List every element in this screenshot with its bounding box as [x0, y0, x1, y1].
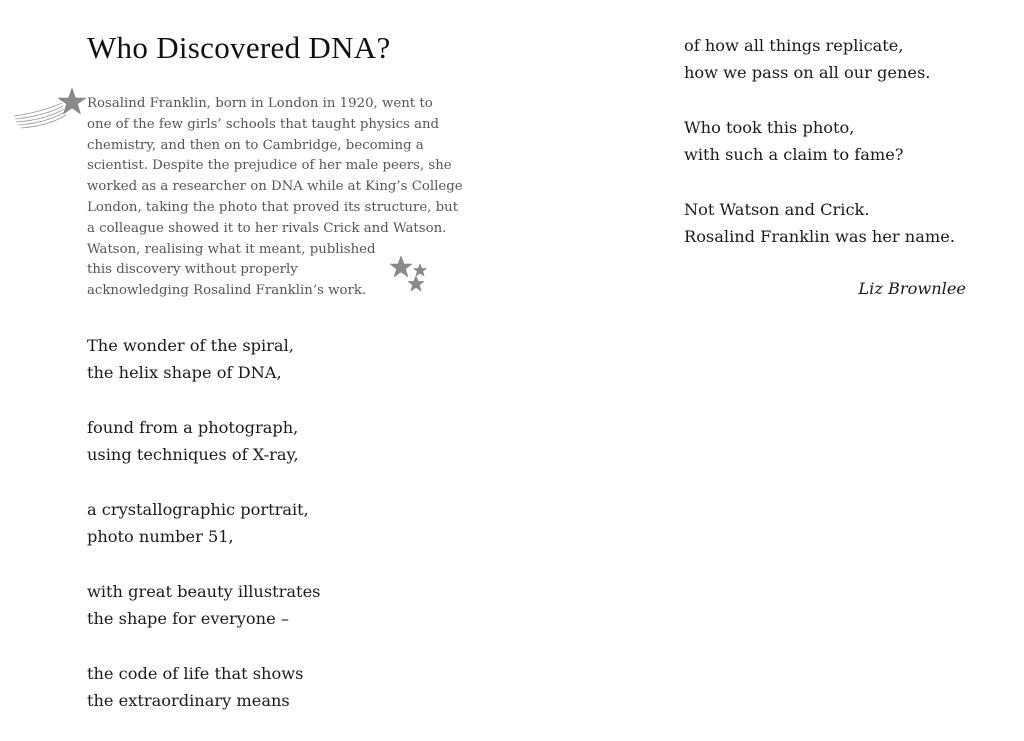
intro-line: London, taking the photo that proved its structure, but	[87, 199, 459, 215]
intro-line: worked as a researcher on DNA while at King’s College	[87, 179, 463, 195]
poem-line: Not Watson and Crick.	[684, 199, 870, 219]
intro-line: one of the few girls’ schools that taught physics and	[87, 116, 440, 132]
intro-line: this discovery without properly	[87, 262, 298, 278]
poem-line: found from a photograph,	[87, 417, 299, 437]
poem-line: Rosalind Franklin was her name.	[684, 227, 955, 247]
poem-stanza	[87, 414, 320, 469]
poem-stanza	[684, 196, 955, 251]
poem-line: The wonder of the spiral,	[87, 336, 294, 355]
page-title: Who Discovered DNA?	[87, 30, 391, 65]
poem-stanza	[87, 660, 320, 715]
star-cluster-icon	[388, 256, 430, 296]
intro-line: chemistry, and then on to Cambridge, becoming a	[87, 137, 424, 153]
intro-line: a colleague showed it to her rivals Crick and Watson.	[87, 220, 447, 236]
poem-line: of how all things replicate,	[684, 36, 904, 55]
poem-line: the code of life that shows	[87, 663, 304, 683]
poem-line: the helix shape of DNA,	[87, 363, 282, 383]
intro-line: acknowledging Rosalind Franklin’s work.	[87, 283, 367, 299]
poem-stanza	[87, 332, 320, 387]
intro-line: Watson, realising what it meant, published	[87, 241, 376, 257]
poem-line: with such a claim to fame?	[684, 145, 904, 165]
poem-stanza	[87, 496, 320, 551]
intro-line: scientist. Despite the prejudice of her male peers, she	[87, 158, 452, 174]
poem-line: the extraordinary means	[87, 690, 290, 710]
poem-stanza	[684, 114, 955, 169]
poem-line: a crystallographic portrait,	[87, 499, 309, 519]
poem-line: how we pass on all our genes.	[684, 63, 931, 83]
poem-line: the shape for everyone –	[87, 608, 289, 628]
poem-line: photo number 51,	[87, 527, 234, 547]
poem-line: Who took this photo,	[684, 117, 855, 137]
poem-column-left	[87, 332, 320, 741]
poem-stanza	[87, 578, 320, 633]
poem-line: using techniques of X-ray,	[87, 445, 299, 465]
shooting-star-icon	[12, 86, 88, 132]
poem-column-right	[684, 32, 955, 278]
poem-line: with great beauty illustrates	[87, 581, 321, 601]
poem-stanza	[684, 32, 955, 87]
intro-line: Rosalind Franklin, born in London in 1920, went to	[87, 96, 433, 111]
poem-author: Liz Brownlee	[858, 279, 966, 298]
